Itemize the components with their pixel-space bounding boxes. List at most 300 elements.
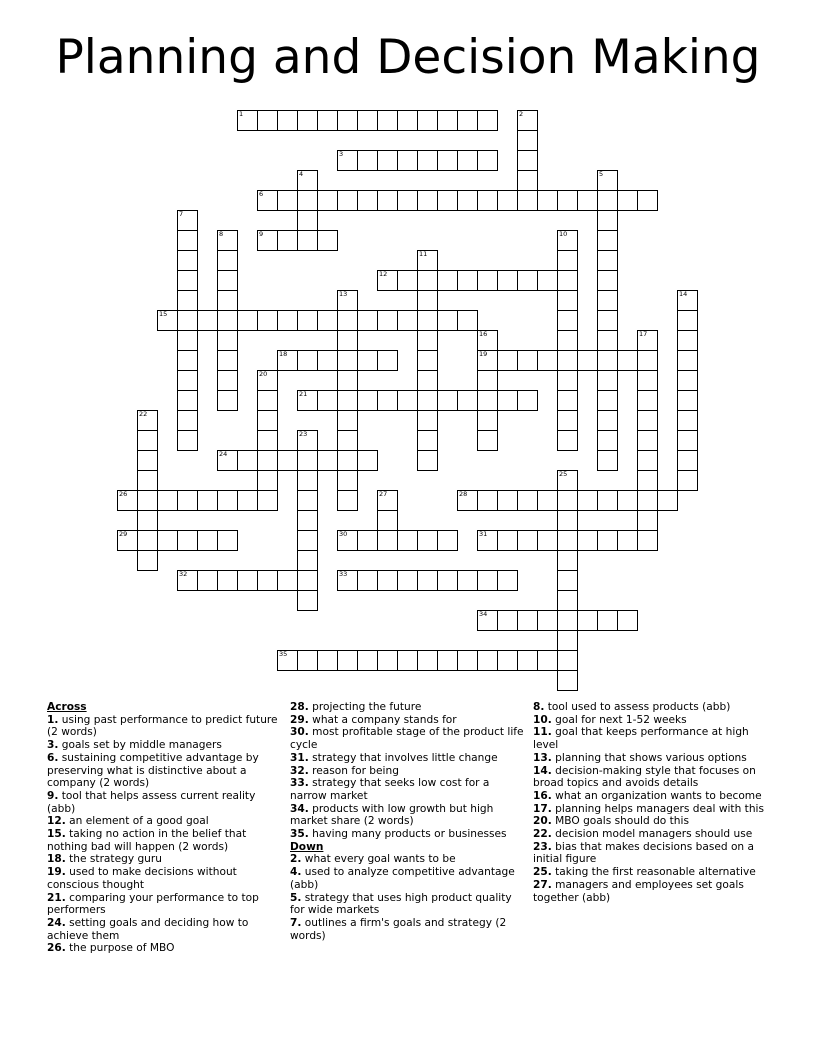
grid-cell[interactable] xyxy=(297,230,318,251)
grid-cell[interactable] xyxy=(357,150,378,171)
grid-cell[interactable] xyxy=(497,350,518,371)
grid-cell[interactable] xyxy=(337,490,358,511)
grid-cell[interactable] xyxy=(217,230,238,251)
grid-cell[interactable] xyxy=(157,490,178,511)
grid-cell[interactable] xyxy=(597,190,618,211)
grid-cell[interactable] xyxy=(417,250,438,271)
grid-cell[interactable] xyxy=(597,390,618,411)
grid-cell[interactable] xyxy=(677,450,698,471)
grid-cell[interactable] xyxy=(537,270,558,291)
grid-cell[interactable] xyxy=(617,350,638,371)
grid-cell[interactable] xyxy=(277,190,298,211)
grid-cell[interactable] xyxy=(257,570,278,591)
grid-cell[interactable] xyxy=(677,310,698,331)
grid-cell[interactable] xyxy=(417,270,438,291)
grid-cell[interactable] xyxy=(557,390,578,411)
grid-cell[interactable] xyxy=(577,190,598,211)
grid-cell[interactable] xyxy=(437,570,458,591)
grid-cell[interactable] xyxy=(277,450,298,471)
grid-cell[interactable] xyxy=(377,270,398,291)
grid-cell[interactable] xyxy=(417,110,438,131)
grid-cell[interactable] xyxy=(257,390,278,411)
grid-cell[interactable] xyxy=(337,190,358,211)
clue-text: what every goal wants to be xyxy=(301,853,456,866)
grid-cell[interactable] xyxy=(197,570,218,591)
grid-cell[interactable] xyxy=(477,530,498,551)
grid-cell[interactable] xyxy=(297,190,318,211)
grid-cell[interactable] xyxy=(357,310,378,331)
grid-cell[interactable] xyxy=(477,370,498,391)
grid-cell[interactable] xyxy=(537,650,558,671)
grid-cell[interactable] xyxy=(377,510,398,531)
grid-cell[interactable] xyxy=(257,470,278,491)
grid-cell[interactable] xyxy=(177,350,198,371)
grid-cell[interactable] xyxy=(477,570,498,591)
grid-cell[interactable] xyxy=(637,510,658,531)
grid-cell[interactable] xyxy=(397,530,418,551)
grid-cell[interactable] xyxy=(517,190,538,211)
grid-cell[interactable] xyxy=(257,110,278,131)
grid-cell[interactable] xyxy=(677,290,698,311)
grid-cell[interactable] xyxy=(257,370,278,391)
grid-cell[interactable] xyxy=(117,490,138,511)
grid-cell[interactable] xyxy=(317,110,338,131)
grid-cell[interactable] xyxy=(337,110,358,131)
grid-cell[interactable] xyxy=(497,610,518,631)
grid-cell[interactable] xyxy=(517,170,538,191)
grid-cell[interactable] xyxy=(577,610,598,631)
grid-cell[interactable] xyxy=(257,450,278,471)
grid-cell[interactable] xyxy=(497,270,518,291)
grid-cell[interactable] xyxy=(137,530,158,551)
grid-cell[interactable] xyxy=(337,570,358,591)
grid-cell[interactable] xyxy=(297,510,318,531)
grid-cell[interactable] xyxy=(377,490,398,511)
grid-cell[interactable] xyxy=(357,350,378,371)
grid-cell[interactable] xyxy=(337,530,358,551)
grid-cell[interactable] xyxy=(377,110,398,131)
grid-cell[interactable] xyxy=(477,110,498,131)
grid-cell[interactable] xyxy=(177,410,198,431)
grid-cell[interactable] xyxy=(397,150,418,171)
grid-cell[interactable] xyxy=(497,390,518,411)
grid-cell[interactable] xyxy=(637,390,658,411)
grid-cell[interactable] xyxy=(597,490,618,511)
grid-cell[interactable] xyxy=(637,370,658,391)
down-clue xyxy=(533,714,769,727)
grid-cell[interactable] xyxy=(417,410,438,431)
grid-cell[interactable] xyxy=(317,390,338,411)
grid-cell[interactable] xyxy=(517,350,538,371)
grid-cell[interactable] xyxy=(177,270,198,291)
grid-cell[interactable] xyxy=(417,370,438,391)
grid-cell[interactable] xyxy=(377,570,398,591)
grid-cell[interactable] xyxy=(477,390,498,411)
grid-cell[interactable] xyxy=(557,590,578,611)
grid-cell[interactable] xyxy=(417,430,438,451)
grid-cell[interactable] xyxy=(557,570,578,591)
grid-cell[interactable] xyxy=(177,230,198,251)
grid-cell[interactable] xyxy=(297,210,318,231)
grid-cell[interactable] xyxy=(537,350,558,371)
grid-cell[interactable] xyxy=(417,650,438,671)
grid-cell[interactable] xyxy=(217,350,238,371)
grid-cell[interactable] xyxy=(337,150,358,171)
grid-cell[interactable] xyxy=(577,350,598,371)
grid-cell[interactable] xyxy=(477,270,498,291)
grid-cell[interactable] xyxy=(497,570,518,591)
grid-cell[interactable] xyxy=(397,190,418,211)
grid-cell[interactable] xyxy=(457,490,478,511)
grid-cell[interactable] xyxy=(477,430,498,451)
grid-cell[interactable] xyxy=(177,290,198,311)
grid-cell[interactable] xyxy=(557,550,578,571)
grid-cell[interactable] xyxy=(277,570,298,591)
grid-cell[interactable] xyxy=(557,630,578,651)
grid-cell[interactable] xyxy=(377,350,398,371)
grid-cell[interactable] xyxy=(497,490,518,511)
grid-cell[interactable] xyxy=(217,370,238,391)
grid-cell[interactable] xyxy=(297,110,318,131)
grid-cell[interactable] xyxy=(437,650,458,671)
grid-cell[interactable] xyxy=(597,370,618,391)
across-clue xyxy=(290,803,526,828)
grid-cell[interactable] xyxy=(537,490,558,511)
grid-cell[interactable] xyxy=(597,410,618,431)
grid-cell[interactable] xyxy=(517,390,538,411)
grid-cell[interactable] xyxy=(437,530,458,551)
grid-cell[interactable] xyxy=(337,290,358,311)
grid-cell[interactable] xyxy=(637,490,658,511)
grid-cell[interactable] xyxy=(557,410,578,431)
grid-cell[interactable] xyxy=(417,190,438,211)
grid-cell[interactable] xyxy=(137,510,158,531)
grid-cell[interactable] xyxy=(517,110,538,131)
grid-cell[interactable] xyxy=(557,250,578,271)
grid-cell[interactable] xyxy=(337,650,358,671)
grid-cell[interactable] xyxy=(177,430,198,451)
grid-cell[interactable] xyxy=(557,230,578,251)
grid-cell[interactable] xyxy=(557,490,578,511)
grid-cell[interactable] xyxy=(477,650,498,671)
grid-cell[interactable] xyxy=(397,270,418,291)
grid-cell[interactable] xyxy=(417,290,438,311)
grid-cell[interactable] xyxy=(397,570,418,591)
grid-cell[interactable] xyxy=(237,570,258,591)
grid-cell[interactable] xyxy=(437,190,458,211)
grid-cell[interactable] xyxy=(597,610,618,631)
grid-cell[interactable] xyxy=(297,310,318,331)
grid-cell[interactable] xyxy=(217,330,238,351)
grid-cell[interactable] xyxy=(517,530,538,551)
grid-cell[interactable] xyxy=(377,310,398,331)
grid-cell[interactable] xyxy=(217,290,238,311)
grid-cell[interactable] xyxy=(297,430,318,451)
grid-cell[interactable] xyxy=(257,190,278,211)
grid-cell[interactable] xyxy=(497,530,518,551)
grid-cell[interactable] xyxy=(217,450,238,471)
grid-cell[interactable] xyxy=(177,390,198,411)
grid-cell[interactable] xyxy=(597,250,618,271)
grid-cell[interactable] xyxy=(177,490,198,511)
grid-cell[interactable] xyxy=(477,410,498,431)
grid-cell[interactable] xyxy=(577,490,598,511)
grid-cell[interactable] xyxy=(497,190,518,211)
grid-cell[interactable] xyxy=(337,390,358,411)
grid-cell[interactable] xyxy=(297,550,318,571)
grid-cell[interactable] xyxy=(597,430,618,451)
grid-cell[interactable] xyxy=(557,350,578,371)
grid-cell[interactable] xyxy=(337,430,358,451)
grid-cell[interactable] xyxy=(477,350,498,371)
grid-cell[interactable] xyxy=(477,150,498,171)
grid-cell[interactable] xyxy=(597,530,618,551)
grid-cell[interactable] xyxy=(137,490,158,511)
clue-text: outlines a firm's goals and strategy (2 words) xyxy=(290,916,507,942)
grid-cell[interactable] xyxy=(217,490,238,511)
grid-cell[interactable] xyxy=(597,170,618,191)
grid-cell[interactable] xyxy=(517,490,538,511)
grid-cell[interactable] xyxy=(457,270,478,291)
grid-cell[interactable] xyxy=(437,270,458,291)
grid-cell[interactable] xyxy=(297,390,318,411)
grid-cell[interactable] xyxy=(417,530,438,551)
grid-cell[interactable] xyxy=(157,310,178,331)
grid-cell[interactable] xyxy=(197,490,218,511)
grid-cell[interactable] xyxy=(637,330,658,351)
grid-cell[interactable] xyxy=(477,330,498,351)
grid-cell[interactable] xyxy=(317,450,338,471)
grid-cell[interactable] xyxy=(557,470,578,491)
grid-cell[interactable] xyxy=(277,310,298,331)
grid-cell[interactable] xyxy=(557,430,578,451)
grid-cell[interactable] xyxy=(557,670,578,691)
grid-cell[interactable] xyxy=(417,330,438,351)
grid-cell[interactable] xyxy=(297,530,318,551)
grid-cell[interactable] xyxy=(217,530,238,551)
grid-cell[interactable] xyxy=(297,570,318,591)
grid-cell[interactable] xyxy=(217,250,238,271)
grid-cell[interactable] xyxy=(237,310,258,331)
grid-cell[interactable] xyxy=(457,110,478,131)
grid-cell[interactable] xyxy=(557,510,578,531)
grid-cell[interactable] xyxy=(357,650,378,671)
grid-cell[interactable] xyxy=(137,470,158,491)
grid-cell[interactable] xyxy=(557,610,578,631)
grid-cell[interactable] xyxy=(177,310,198,331)
grid-cell[interactable] xyxy=(277,650,298,671)
grid-cell[interactable] xyxy=(397,650,418,671)
grid-cell[interactable] xyxy=(637,470,658,491)
grid-cell[interactable] xyxy=(457,390,478,411)
grid-cell[interactable] xyxy=(257,310,278,331)
grid-cell[interactable] xyxy=(397,310,418,331)
grid-cell[interactable] xyxy=(217,310,238,331)
grid-cell[interactable] xyxy=(537,610,558,631)
grid-cell[interactable] xyxy=(237,450,258,471)
grid-cell[interactable] xyxy=(597,350,618,371)
grid-cell[interactable] xyxy=(217,570,238,591)
grid-cell[interactable] xyxy=(637,530,658,551)
grid-cell[interactable] xyxy=(357,190,378,211)
grid-cell[interactable] xyxy=(297,470,318,491)
grid-cell[interactable] xyxy=(397,110,418,131)
grid-cell[interactable] xyxy=(457,650,478,671)
grid-cell[interactable] xyxy=(497,650,518,671)
grid-cell[interactable] xyxy=(237,110,258,131)
grid-cell[interactable] xyxy=(337,370,358,391)
grid-cell[interactable] xyxy=(477,490,498,511)
grid-cell[interactable] xyxy=(637,430,658,451)
grid-cell[interactable] xyxy=(477,190,498,211)
grid-cell[interactable] xyxy=(177,210,198,231)
grid-cell[interactable] xyxy=(557,270,578,291)
grid-cell[interactable] xyxy=(337,450,358,471)
grid-cell[interactable] xyxy=(377,150,398,171)
grid-cell[interactable] xyxy=(597,330,618,351)
grid-cell[interactable] xyxy=(357,570,378,591)
grid-cell[interactable] xyxy=(337,470,358,491)
grid-cell[interactable] xyxy=(217,390,238,411)
grid-cell[interactable] xyxy=(517,150,538,171)
grid-cell[interactable] xyxy=(637,350,658,371)
grid-cell[interactable] xyxy=(337,330,358,351)
grid-cell[interactable] xyxy=(677,330,698,351)
grid-cell[interactable] xyxy=(417,350,438,371)
grid-cell[interactable] xyxy=(417,570,438,591)
grid-cell[interactable] xyxy=(297,590,318,611)
grid-cell[interactable] xyxy=(597,450,618,471)
grid-cell[interactable] xyxy=(197,310,218,331)
grid-cell[interactable] xyxy=(417,390,438,411)
grid-cell[interactable] xyxy=(337,410,358,431)
grid-cell[interactable] xyxy=(637,450,658,471)
grid-cell[interactable] xyxy=(377,650,398,671)
grid-cell[interactable] xyxy=(137,450,158,471)
grid-cell[interactable] xyxy=(317,190,338,211)
grid-cell[interactable] xyxy=(177,250,198,271)
grid-cell[interactable] xyxy=(257,490,278,511)
grid-cell[interactable] xyxy=(597,290,618,311)
grid-cell[interactable] xyxy=(337,350,358,371)
grid-cell[interactable] xyxy=(177,530,198,551)
grid-cell[interactable] xyxy=(157,530,178,551)
grid-cell[interactable] xyxy=(357,390,378,411)
grid-cell[interactable] xyxy=(317,350,338,371)
grid-cell[interactable] xyxy=(637,190,658,211)
grid-cell[interactable] xyxy=(557,290,578,311)
grid-cell[interactable] xyxy=(557,310,578,331)
grid-cell[interactable] xyxy=(357,450,378,471)
grid-cell[interactable] xyxy=(417,310,438,331)
grid-cell[interactable] xyxy=(217,270,238,291)
grid-cell[interactable] xyxy=(277,350,298,371)
grid-cell[interactable] xyxy=(177,370,198,391)
grid-cell[interactable] xyxy=(317,230,338,251)
grid-cell[interactable] xyxy=(677,370,698,391)
grid-cell[interactable] xyxy=(617,190,638,211)
grid-cell[interactable] xyxy=(617,610,638,631)
grid-cell[interactable] xyxy=(437,390,458,411)
grid-cell[interactable] xyxy=(257,410,278,431)
grid-cell[interactable] xyxy=(237,490,258,511)
grid-cell[interactable] xyxy=(677,350,698,371)
grid-cell[interactable] xyxy=(377,390,398,411)
grid-cell[interactable] xyxy=(297,450,318,471)
grid-cell[interactable] xyxy=(257,430,278,451)
grid-cell[interactable] xyxy=(297,490,318,511)
grid-cell[interactable] xyxy=(197,530,218,551)
grid-cell[interactable] xyxy=(557,530,578,551)
grid-cell[interactable] xyxy=(597,230,618,251)
grid-cell[interactable] xyxy=(137,410,158,431)
grid-cell[interactable] xyxy=(517,270,538,291)
grid-cell[interactable] xyxy=(537,190,558,211)
grid-cell[interactable] xyxy=(597,270,618,291)
grid-cell[interactable] xyxy=(677,390,698,411)
grid-cell[interactable] xyxy=(317,310,338,331)
grid-cell[interactable] xyxy=(357,110,378,131)
grid-cell[interactable] xyxy=(517,610,538,631)
grid-cell[interactable] xyxy=(677,430,698,451)
grid-cell[interactable] xyxy=(677,410,698,431)
grid-cell[interactable] xyxy=(277,110,298,131)
grid-cell[interactable] xyxy=(557,650,578,671)
grid-cell[interactable] xyxy=(577,530,598,551)
grid-cell[interactable] xyxy=(257,230,278,251)
grid-cell[interactable] xyxy=(517,130,538,151)
grid-cell[interactable] xyxy=(277,230,298,251)
grid-cell[interactable] xyxy=(117,530,138,551)
grid-cell[interactable] xyxy=(617,490,638,511)
grid-cell[interactable] xyxy=(377,530,398,551)
grid-cell[interactable] xyxy=(417,150,438,171)
grid-cell[interactable] xyxy=(657,490,678,511)
grid-cell[interactable] xyxy=(557,190,578,211)
grid-cell[interactable] xyxy=(437,310,458,331)
grid-cell[interactable] xyxy=(297,350,318,371)
grid-cell[interactable] xyxy=(457,570,478,591)
grid-cell[interactable] xyxy=(297,650,318,671)
grid-cell[interactable] xyxy=(557,330,578,351)
grid-cell[interactable] xyxy=(517,650,538,671)
grid-cell[interactable] xyxy=(317,650,338,671)
grid-cell[interactable] xyxy=(617,530,638,551)
grid-cell[interactable] xyxy=(137,430,158,451)
grid-cell[interactable] xyxy=(337,310,358,331)
grid-cell[interactable] xyxy=(677,470,698,491)
grid-cell[interactable] xyxy=(457,190,478,211)
grid-cell[interactable] xyxy=(417,450,438,471)
grid-cell[interactable] xyxy=(177,570,198,591)
grid-cell[interactable] xyxy=(457,310,478,331)
grid-cell[interactable] xyxy=(137,550,158,571)
grid-cell[interactable] xyxy=(437,150,458,171)
grid-cell[interactable] xyxy=(477,610,498,631)
grid-cell[interactable] xyxy=(597,310,618,331)
grid-cell[interactable] xyxy=(637,410,658,431)
grid-cell[interactable] xyxy=(557,370,578,391)
grid-cell[interactable] xyxy=(437,110,458,131)
grid-cell[interactable] xyxy=(457,150,478,171)
grid-cell[interactable] xyxy=(397,390,418,411)
grid-cell[interactable] xyxy=(377,190,398,211)
grid-cell[interactable] xyxy=(537,530,558,551)
grid-cell[interactable] xyxy=(357,530,378,551)
grid-cell[interactable] xyxy=(177,330,198,351)
grid-cell[interactable] xyxy=(297,170,318,191)
grid-cell[interactable] xyxy=(597,210,618,231)
